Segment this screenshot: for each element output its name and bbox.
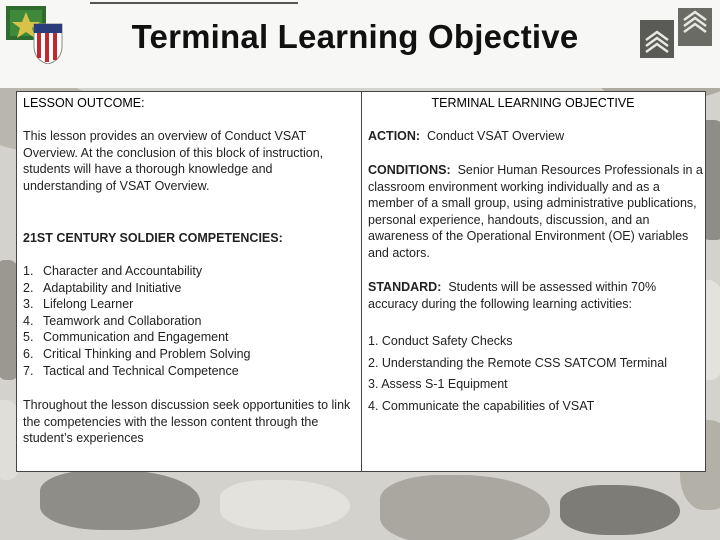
list-item: 7. Tactical and Technical Competence bbox=[23, 363, 239, 378]
list-item: 4. Teamwork and Collaboration bbox=[23, 313, 202, 328]
header-rule bbox=[90, 2, 298, 4]
activities-list bbox=[368, 332, 703, 418]
list-item: 5. Communication and Engagement bbox=[23, 330, 229, 345]
list-item: 3. Assess S-1 Equipment bbox=[368, 377, 508, 391]
list-item: 4. Communicate the capabilities of VSAT bbox=[368, 398, 595, 413]
list-item: 1. Conduct Safety Checks bbox=[368, 334, 513, 348]
closing-text: Throughout the lesson discussion seek opportunities to link the competencies with the lesson content through the student’s experiences bbox=[23, 398, 351, 446]
conditions-label: CONDITIONS: bbox=[368, 163, 451, 177]
action-section bbox=[368, 128, 703, 145]
list-item: 1. Character and Accountability bbox=[23, 264, 203, 278]
standard-label: STANDARD: bbox=[368, 280, 442, 294]
lesson-outcome-text: This lesson provides an overview of Conduct VSAT Overview. At the conclusion of this block of instruction, students will have a thorough knowledge and understanding of VSAT Overview. bbox=[23, 129, 324, 193]
content-panel bbox=[16, 91, 706, 472]
conditions-section bbox=[368, 162, 703, 262]
list-item: 3. Lifelong Learner bbox=[23, 297, 134, 312]
list-item: 2. Adaptability and Initiative bbox=[23, 280, 182, 295]
standard-section bbox=[368, 279, 703, 312]
standard-text: Students will be assessed within 70% accuracy during the following learning activities: bbox=[368, 280, 657, 311]
tlo-heading: TERMINAL LEARNING OBJECTIVE bbox=[431, 96, 635, 110]
lesson-outcome-heading: LESSON OUTCOME: bbox=[23, 96, 145, 110]
rank-insignia-icon bbox=[638, 6, 718, 66]
slide-header bbox=[0, 0, 720, 88]
action-label: ACTION: bbox=[368, 129, 421, 143]
conditions-text: Senior Human Resources Professionals in a classroom environment working individually and as a member of a small group, using administrative publications, personal experience, handouts, discussion, and an awareness of the Operational Environment (OE) variables and actors. bbox=[368, 163, 703, 260]
action-text: Conduct VSAT Overview bbox=[427, 129, 565, 143]
column-divider bbox=[361, 92, 362, 471]
list-item: 6. Critical Thinking and Problem Solving bbox=[23, 346, 251, 361]
competencies-heading: 21ST CENTURY SOLDIER COMPETENCIES: bbox=[23, 231, 283, 245]
competencies-list bbox=[23, 263, 353, 379]
page-title: Terminal Learning Objective bbox=[131, 18, 579, 55]
list-item: 2. Understanding the Remote CSS SATCOM Terminal bbox=[368, 355, 667, 370]
